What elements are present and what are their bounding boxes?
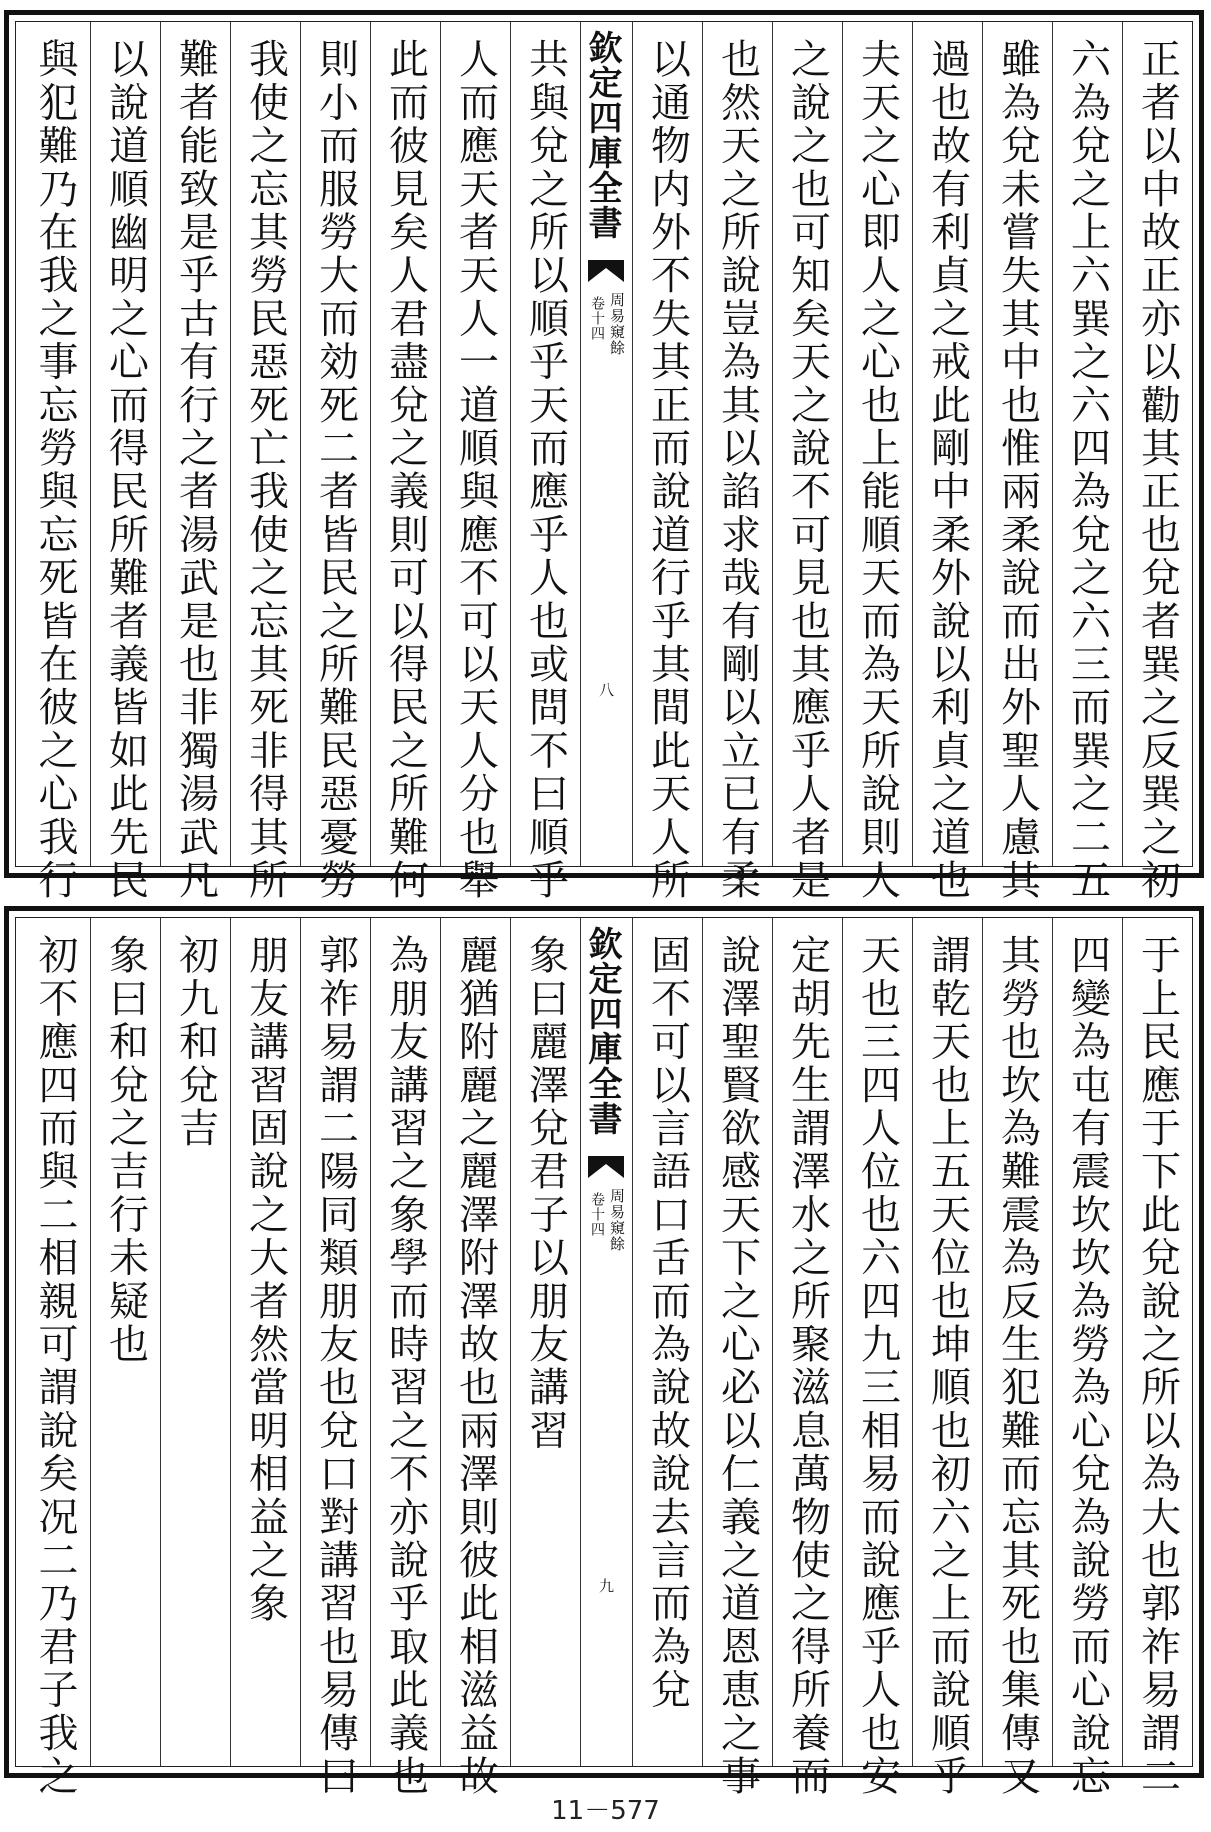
column-text: 難者能致是乎古有行之者湯武是也非獨湯武凡 <box>172 38 219 902</box>
column-text: 為朋友講習之象學而時習之不亦說乎取此義也 <box>382 934 429 1798</box>
column-text: 夫天之心即人之心也上能順天而為天所說則人 <box>854 38 901 902</box>
text-column <box>1122 918 1192 1798</box>
text-column <box>1052 918 1122 1798</box>
text-column <box>370 918 440 1798</box>
column-text: 象曰和兌之吉行未疑也 <box>102 934 149 1366</box>
text-column <box>300 918 370 1798</box>
text-column <box>230 22 300 902</box>
column-text: 朋友講習固說之大者然當明相益之象 <box>242 934 289 1626</box>
top-half-page <box>4 10 1204 902</box>
fishtail-mark-icon <box>588 1156 624 1178</box>
text-column <box>842 22 912 902</box>
text-column <box>300 22 370 902</box>
text-column <box>90 22 160 902</box>
text-column <box>160 22 230 902</box>
column-text: 定胡先生謂澤水之所聚滋息萬物使之得所養而 <box>784 934 831 1798</box>
text-column <box>440 918 510 1798</box>
text-column <box>1052 22 1122 902</box>
text-column <box>632 918 702 1766</box>
volume-label: 卷十四 <box>589 1192 605 1237</box>
bottom-half-page <box>4 906 1204 1798</box>
text-column <box>772 918 842 1798</box>
column-text: 于上民應于下此兌說之所以為大也郭祚易謂二 <box>1134 934 1181 1798</box>
column-text: 雖為兌未嘗失其中也惟兩柔說而出外聖人慮其 <box>994 38 1041 902</box>
fishtail-mark-icon <box>588 260 624 282</box>
column-text: 此而彼見矣人君盡兌之義則可以得民之所難何 <box>382 38 429 902</box>
column-text: 與犯難乃在我之事忘勞與忘死皆在彼之心我行 <box>32 38 78 902</box>
text-column <box>440 22 510 902</box>
column-text: 之說之也可知矣天之說不可見也其應乎人者是 <box>784 38 831 902</box>
column-text: 我使之忘其勞民惡死亡我使之忘其死非得其所 <box>242 38 289 902</box>
text-column <box>912 22 982 902</box>
text-column <box>230 918 300 1766</box>
column-text: 其勞也坎為難震為反生犯難而忘其死也集傳又 <box>994 934 1041 1798</box>
column-text: 四變為屯有震坎坎為勞為心兌為說勞而心說忘 <box>1064 934 1111 1798</box>
column-text: 說澤聖賢欲感天下之心必以仁義之道恩恵之事 <box>714 934 761 1798</box>
text-column <box>702 918 772 1798</box>
column-text: 六為兌之上六巽之六四為兌之六三而巽之二五 <box>1064 38 1111 902</box>
text-column <box>90 918 160 1766</box>
column-text: 正者以中故正亦以勸其正也兌者巽之反巽之初 <box>1134 38 1181 902</box>
column-text: 共與兌之所以順乎天而應乎人也或問不曰順乎 <box>522 38 569 902</box>
page-number: 11－577 <box>551 1796 660 1826</box>
bottom-frame <box>15 917 1193 1798</box>
text-column <box>510 918 580 1766</box>
center-spine <box>580 918 632 1766</box>
column-text: 麗猶附麗之麗澤附澤故也兩澤則彼此相滋益故 <box>452 934 499 1798</box>
text-column <box>912 918 982 1798</box>
column-text: 郭祚易謂二陽同類朋友也兌口對講習也易傳曰 <box>312 934 359 1798</box>
text-column <box>702 22 772 902</box>
column-text: 初不應四而與二相親可謂說矣况二乃君子我之 <box>32 934 78 1798</box>
top-frame <box>15 21 1193 902</box>
column-text: 以說道順幽明之心而得民所難者義皆如此先民 <box>102 38 149 902</box>
book-title: 周易窺餘 <box>608 292 626 356</box>
leaf-number: 九 <box>597 1578 615 1593</box>
collection-title: 欽定四庫全書 <box>582 30 622 240</box>
column-text: 天也三四人位也六四九三相易而說應乎人也安 <box>854 934 901 1798</box>
text-column <box>982 22 1052 902</box>
text-column <box>772 22 842 902</box>
volume-label: 卷十四 <box>589 296 605 341</box>
text-column <box>510 22 580 902</box>
collection-title: 欽定四庫全書 <box>582 926 622 1136</box>
column-text: 也然天之所說豈為其以諂求哉有剛以立已有柔 <box>714 38 761 902</box>
column-text: 謂乾天也上五天位也坤順也初六之上而說順乎 <box>924 934 971 1798</box>
column-text: 人而應天者天人一道順與應不可以天人分也舉 <box>452 38 499 902</box>
text-column <box>982 918 1052 1798</box>
column-text: 則小而服勞大而効死二者皆民之所難民惡憂勞 <box>312 38 359 902</box>
text-column <box>20 22 90 902</box>
column-text: 象曰麗澤兌君子以朋友講習 <box>522 934 569 1453</box>
text-column <box>632 22 702 902</box>
text-column <box>160 918 230 1766</box>
column-text: 過也故有利貞之戒此剛中柔外說以利貞之道也 <box>924 38 971 902</box>
column-text: 以通物内外不失其正而說道行乎其間此天人所 <box>644 38 691 902</box>
leaf-number: 八 <box>597 682 615 697</box>
book-title: 周易窺餘 <box>608 1188 626 1252</box>
text-column <box>1122 22 1192 902</box>
center-spine <box>580 22 632 866</box>
column-text: 初九和兌吉 <box>172 934 219 1150</box>
text-column <box>370 22 440 902</box>
text-column <box>20 918 90 1798</box>
text-column <box>842 918 912 1798</box>
column-text: 固不可以言語口舌而為說故說去言而為兌 <box>644 934 691 1712</box>
